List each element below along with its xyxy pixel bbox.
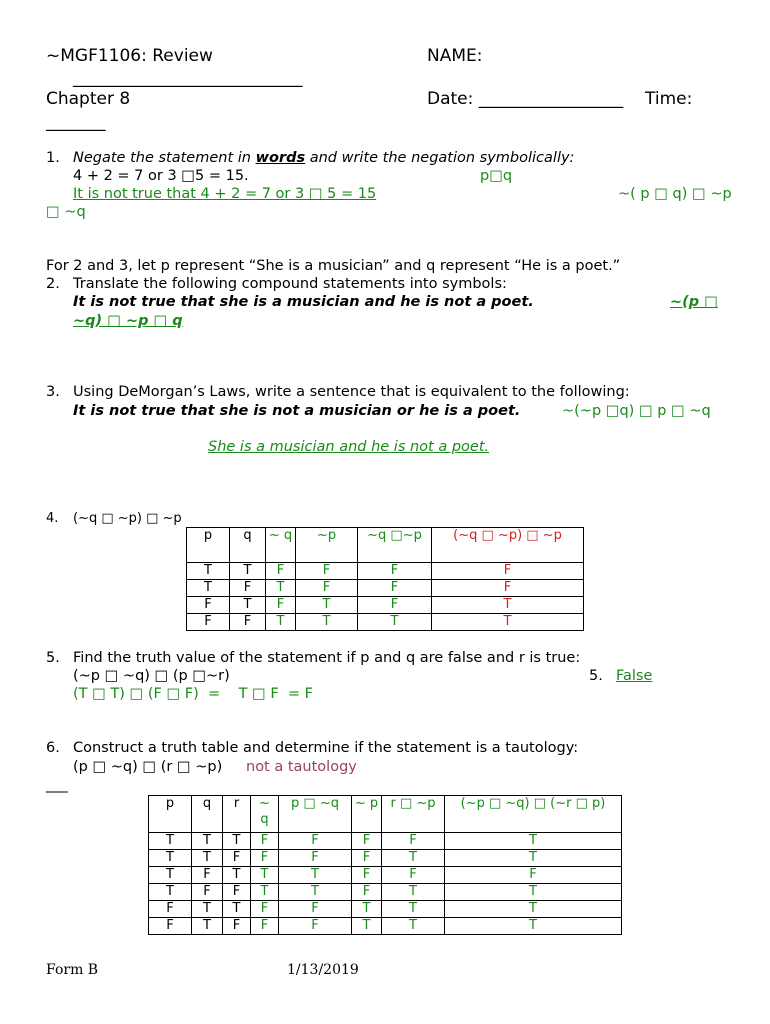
table-cell: F <box>251 918 279 935</box>
q1-prompt: Negate the statement in words and write the negation symbolically: <box>73 150 575 166</box>
table-row <box>149 850 622 867</box>
q1-answer-symbolic-cont: □ ~q <box>46 204 86 220</box>
q5-expression: (~p □ ~q) □ (p □~r) <box>73 668 230 684</box>
table-cell: F <box>223 850 251 867</box>
table-row <box>187 580 584 597</box>
table-cell: F <box>432 563 584 580</box>
table-cell: T <box>382 850 445 867</box>
column-header: (~p □ ~q) □ (~r □ p) <box>445 796 622 833</box>
table-cell: F <box>192 884 223 901</box>
name-label: NAME: <box>427 46 483 66</box>
table-row <box>187 597 584 614</box>
time-blank: _______ <box>46 112 106 132</box>
table-cell: F <box>149 918 192 935</box>
table-cell: T <box>445 884 622 901</box>
q3-answer: She is a musician and he is not a poet. <box>208 439 490 455</box>
table-cell: F <box>266 563 296 580</box>
q1-answer-symbolic: ~( p □ q) □ ~p <box>618 186 732 202</box>
table-cell: T <box>266 614 296 631</box>
q2-answer-cont: ~q) □ ~p □ q <box>73 313 183 329</box>
q6-blank: ___ <box>46 777 68 793</box>
q1-number: 1. <box>46 150 60 166</box>
table-cell: T <box>445 833 622 850</box>
column-header: ~ q <box>266 528 296 563</box>
q6-number: 6. <box>46 740 60 756</box>
chapter-title: Chapter 8 <box>46 89 131 109</box>
table-cell: T <box>296 614 358 631</box>
q4-number: 4. <box>46 511 59 526</box>
table-cell: F <box>358 580 432 597</box>
column-header: q <box>230 528 266 563</box>
column-header: (~q □ ~p) □ ~p <box>432 528 584 563</box>
table-cell: F <box>279 901 352 918</box>
table-cell: F <box>192 867 223 884</box>
table-row <box>149 918 622 935</box>
course-title: ~MGF1106: Review <box>46 46 213 66</box>
table-cell: T <box>279 884 352 901</box>
table-cell: T <box>445 850 622 867</box>
table-cell: T <box>251 867 279 884</box>
column-header: q <box>192 796 223 833</box>
table-cell: F <box>352 850 382 867</box>
table-cell: F <box>223 884 251 901</box>
q4-expression: (~q □ ~p) □ ~p <box>73 511 182 526</box>
table-cell: T <box>251 884 279 901</box>
table-cell: F <box>251 850 279 867</box>
q5-answer: False <box>616 668 653 684</box>
table-cell: T <box>230 563 266 580</box>
time-label: Time: <box>645 89 693 109</box>
q1-answer-words: It is not true that 4 + 2 = 7 or 3 □ 5 = 15 <box>73 186 377 202</box>
q6-answer: not a tautology <box>246 759 357 775</box>
table-row <box>149 884 622 901</box>
table-cell: T <box>432 597 584 614</box>
table-cell: T <box>296 597 358 614</box>
q4-truth-table <box>186 527 584 631</box>
table-cell: T <box>192 901 223 918</box>
table-cell: T <box>223 833 251 850</box>
table-cell: T <box>352 918 382 935</box>
table-cell: T <box>187 563 230 580</box>
column-header: p □ ~q <box>279 796 352 833</box>
table-cell: T <box>432 614 584 631</box>
table-cell: F <box>279 918 352 935</box>
table-cell: T <box>192 918 223 935</box>
table-cell: F <box>251 901 279 918</box>
table-cell: T <box>352 901 382 918</box>
q5-prompt: Find the truth value of the statement if p and q are false and r is true: <box>73 650 581 666</box>
table-cell: F <box>358 563 432 580</box>
table-cell: F <box>352 833 382 850</box>
table-row <box>187 614 584 631</box>
footer-form: Form B <box>46 962 99 978</box>
table-cell: F <box>352 884 382 901</box>
date-label: Date: _________________ <box>427 89 624 109</box>
table-cell: T <box>445 918 622 935</box>
table-row <box>149 867 622 884</box>
table-cell: T <box>382 901 445 918</box>
q3-symbolic: ~(~p □q) □ p □ ~q <box>562 403 711 419</box>
table-cell: F <box>382 833 445 850</box>
table-cell: F <box>296 580 358 597</box>
column-header: p <box>149 796 192 833</box>
q2-answer: ~(p □ <box>670 294 718 310</box>
table-cell: T <box>223 901 251 918</box>
table-header-row <box>149 796 622 833</box>
footer-date: 1/13/2019 <box>287 962 359 978</box>
column-header: ~ q <box>251 796 279 833</box>
table-cell: T <box>192 833 223 850</box>
table-cell: F <box>279 833 352 850</box>
table-cell: F <box>432 580 584 597</box>
column-header: p <box>187 528 230 563</box>
table-cell: T <box>358 614 432 631</box>
table-cell: F <box>230 614 266 631</box>
table-cell: F <box>296 563 358 580</box>
column-header: ~ p <box>352 796 382 833</box>
name-blank: ___________________________ <box>73 68 303 88</box>
table-row <box>187 563 584 580</box>
q1-statement: 4 + 2 = 7 or 3 □5 = 15. <box>73 168 249 184</box>
q2-prompt: Translate the following compound statements into symbols: <box>73 276 507 292</box>
q2-intro: For 2 and 3, let p represent “She is a musician” and q represent “He is a poet.” <box>46 258 621 274</box>
table-cell: F <box>187 614 230 631</box>
table-cell: T <box>445 901 622 918</box>
table-cell: T <box>223 867 251 884</box>
table-cell: F <box>223 918 251 935</box>
table-cell: T <box>279 867 352 884</box>
table-row <box>149 833 622 850</box>
q3-number: 3. <box>46 384 60 400</box>
table-row <box>149 901 622 918</box>
table-cell: T <box>149 850 192 867</box>
q3-statement: It is not true that she is not a musician or he is a poet. <box>73 403 521 419</box>
q5-number: 5. <box>46 650 60 666</box>
table-cell: T <box>230 597 266 614</box>
table-cell: F <box>352 867 382 884</box>
q6-expression: (p □ ~q) □ (r □ ~p) <box>73 759 223 775</box>
table-cell: F <box>358 597 432 614</box>
table-cell: T <box>266 580 296 597</box>
table-cell: F <box>149 901 192 918</box>
table-header-row <box>187 528 584 563</box>
q3-prompt: Using DeMorgan’s Laws, write a sentence that is equivalent to the following: <box>73 384 630 400</box>
column-header: r <box>223 796 251 833</box>
table-cell: F <box>230 580 266 597</box>
table-cell: F <box>445 867 622 884</box>
q2-number: 2. <box>46 276 60 292</box>
q6-prompt: Construct a truth table and determine if the statement is a tautology: <box>73 740 579 756</box>
table-cell: F <box>251 833 279 850</box>
table-cell: T <box>149 867 192 884</box>
table-cell: T <box>149 884 192 901</box>
q6-truth-table <box>148 795 622 935</box>
q1-symbolic: p□q <box>480 168 513 184</box>
column-header: ~p <box>296 528 358 563</box>
table-cell: T <box>382 918 445 935</box>
table-cell: F <box>187 597 230 614</box>
table-cell: F <box>382 867 445 884</box>
column-header: ~q □~p <box>358 528 432 563</box>
q5-answer-number: 5. <box>589 668 603 684</box>
table-cell: F <box>266 597 296 614</box>
table-cell: T <box>382 884 445 901</box>
table-cell: T <box>149 833 192 850</box>
table-cell: T <box>192 850 223 867</box>
table-cell: T <box>187 580 230 597</box>
q5-work: (T □ T) □ (F □ F) = T □ F = F <box>73 686 314 702</box>
column-header: r □ ~p <box>382 796 445 833</box>
table-cell: F <box>279 850 352 867</box>
q2-statement: It is not true that she is a musician and he is not a poet. <box>73 294 534 310</box>
